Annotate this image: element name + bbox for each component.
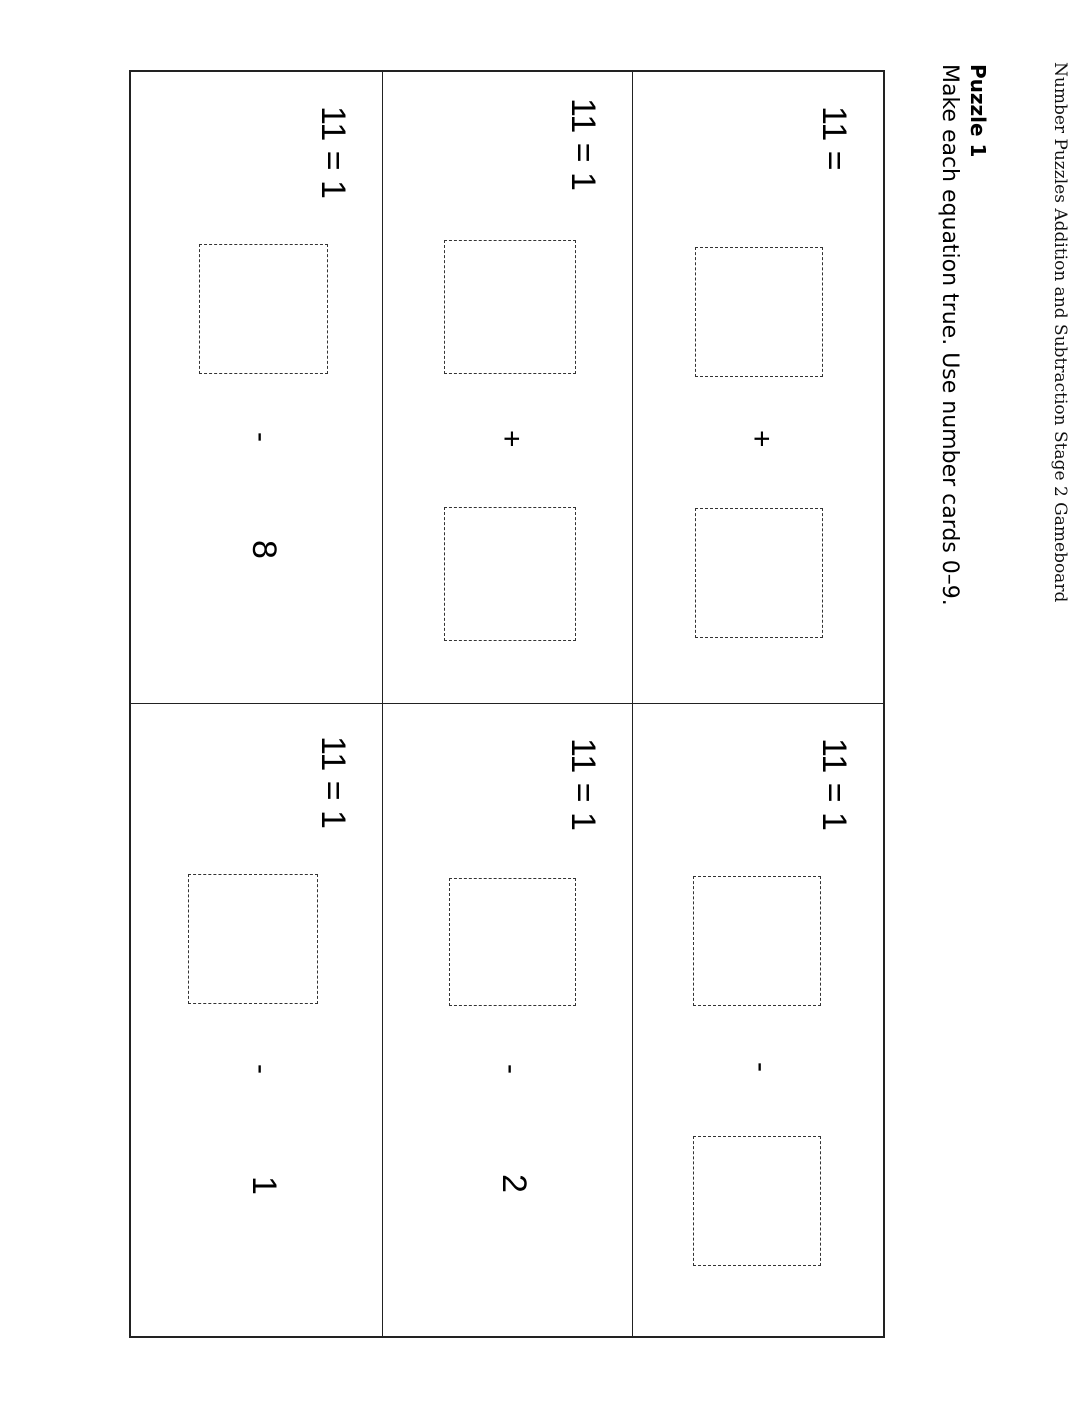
instructions: Make each equation true. Use number cards 0–9. [937,64,962,606]
page-header: Number Puzzles Addition and Subtraction Stage 2 Gameboard [1050,62,1070,603]
equation-lhs: 11 = 1 [313,736,352,829]
number-card-slot[interactable] [188,874,318,1004]
number-card-slot[interactable] [695,247,823,377]
number-card-slot[interactable] [693,1136,821,1266]
operator: - [244,1064,278,1074]
operator: - [244,432,278,442]
operator: + [745,430,778,448]
equation-lhs: 11 = 1 [815,738,853,831]
operator: - [745,1062,778,1072]
number-card-slot[interactable] [444,240,576,374]
equation-cell-6 [131,704,382,1336]
equation-lhs: 11 = 1 [564,738,603,831]
gameboard-grid [129,70,885,1338]
operator: + [495,430,529,448]
given-number: 2 [495,1174,534,1193]
equation-cell-2 [632,704,883,1336]
given-number: 1 [244,1176,283,1195]
number-card-slot[interactable] [199,244,328,374]
equation-cell-5 [131,72,382,704]
equation-lhs: 11 = 1 [564,98,603,191]
equation-cell-1 [632,72,883,704]
equation-lhs: 11 = [815,106,853,171]
equation-cell-3 [382,72,633,704]
number-card-slot[interactable] [693,876,821,1006]
number-card-slot[interactable] [444,507,576,641]
equation-cell-4 [382,704,633,1336]
number-card-slot[interactable] [695,508,823,638]
puzzle-title: Puzzle 1 [966,64,990,158]
equation-lhs: 11 = 1 [313,106,352,199]
number-card-slot[interactable] [449,878,576,1006]
operator: - [495,1064,529,1074]
given-number: 8 [244,540,283,559]
